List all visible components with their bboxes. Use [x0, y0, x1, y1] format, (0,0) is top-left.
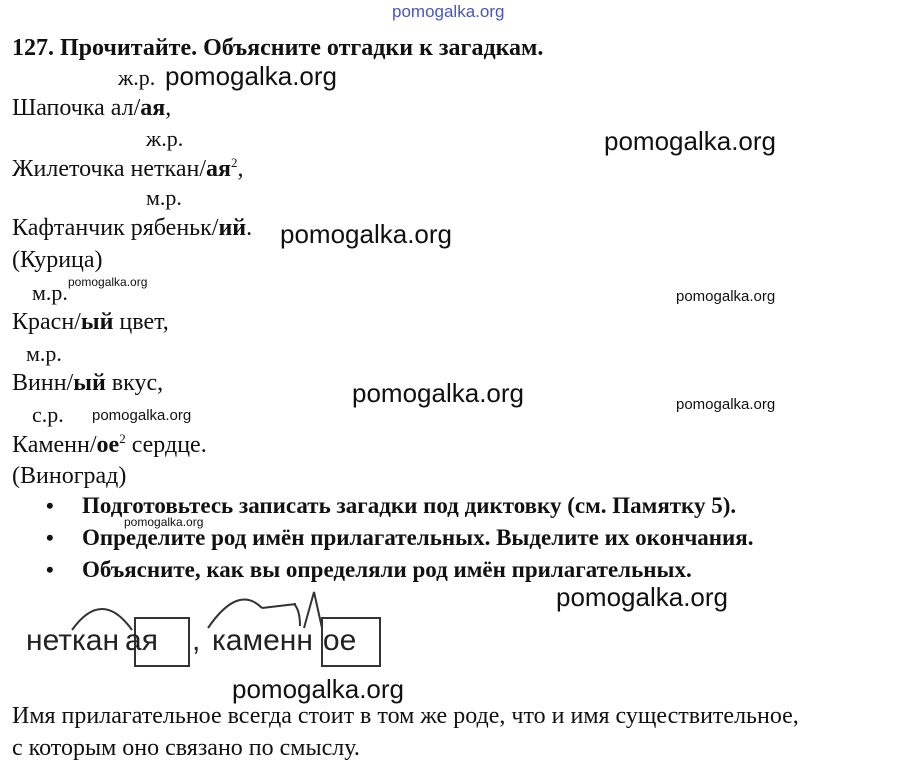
riddle-line: Жилеточка неткан/$ая^2$, [12, 155, 244, 182]
riddle-line: Шапочка ал/ая, [12, 95, 172, 121]
morpheme-word-1 [26, 626, 158, 656]
ending: ый [73, 370, 106, 396]
watermark-text: pomogalka.org [68, 275, 148, 289]
footnote-mark: 2 [230, 155, 238, 170]
word-stem: каменн [212, 624, 313, 657]
task-item: Подготовьтесь записать загадки под диктовку (см. Памятку 5). [82, 493, 737, 518]
riddle-answer: (Курица) [12, 247, 103, 273]
watermark-text: pomogalka.org [232, 674, 404, 704]
exercise-number: 127. [12, 35, 54, 61]
watermark-text: pomogalka.org [676, 288, 776, 305]
exercise-title [12, 36, 543, 60]
footnote-mark: 2 [119, 431, 126, 446]
ending: ая [206, 156, 231, 182]
watermark-text: pomogalka.org [676, 396, 776, 413]
bullet-icon: • [46, 525, 54, 550]
watermark-text: pomogalka.org [92, 407, 192, 424]
ending: ое [96, 432, 120, 458]
riddle-line: Винн/ый вкус, [12, 370, 164, 396]
watermark-text: pomogalka.org [124, 515, 204, 529]
watermark-text: pomogalka.org [165, 61, 337, 91]
riddle-line: Красн/ый цвет, [12, 309, 169, 335]
watermark-text: pomogalka.org [556, 582, 728, 612]
word-ending: ая [125, 624, 158, 657]
riddle-line: Кафтанчик рябеньк/ий. [12, 215, 253, 241]
rule-line-2: с которым оно связано по смыслу. [12, 735, 360, 761]
top-watermark-link[interactable]: pomogalka.org [392, 2, 505, 21]
word-ending: ое [322, 624, 357, 657]
riddle-answer: (Виноград) [12, 463, 127, 489]
bullet-icon: • [46, 557, 54, 582]
task-item: Определите род имён прилагательных. Выделите их окончания. [82, 525, 754, 550]
gender-mark: м.р. [26, 341, 62, 366]
gender-mark: м.р. [32, 280, 68, 305]
bullet-icon: • [46, 493, 54, 518]
gender-mark: ж.р. [146, 126, 184, 151]
watermark-text: pomogalka.org [352, 378, 524, 408]
riddle-line: Каменн/$ое^2$ сердце. [12, 431, 207, 458]
task-item: Объясните, как вы определяли род имён прилагательных. [82, 557, 692, 582]
gender-mark: ж.р. [118, 65, 156, 90]
ending: ая [140, 95, 166, 121]
watermark-text: pomogalka.org [280, 219, 452, 249]
ending: ий [218, 215, 247, 241]
morpheme-word-2 [212, 626, 356, 656]
watermark-text: pomogalka.org [604, 126, 776, 156]
rule-line-1: Имя прилагательное всегда стоит в том же роде, что и имя существительное, [12, 703, 799, 729]
gender-mark: м.р. [146, 185, 182, 210]
word-stem: неткан [26, 624, 120, 657]
ending: ый [80, 309, 114, 335]
morpheme-comma: , [192, 624, 201, 657]
gender-mark: с.р. [32, 402, 64, 427]
exercise-instruction: Прочитайте. Объясните отгадки к загадкам. [60, 35, 544, 61]
